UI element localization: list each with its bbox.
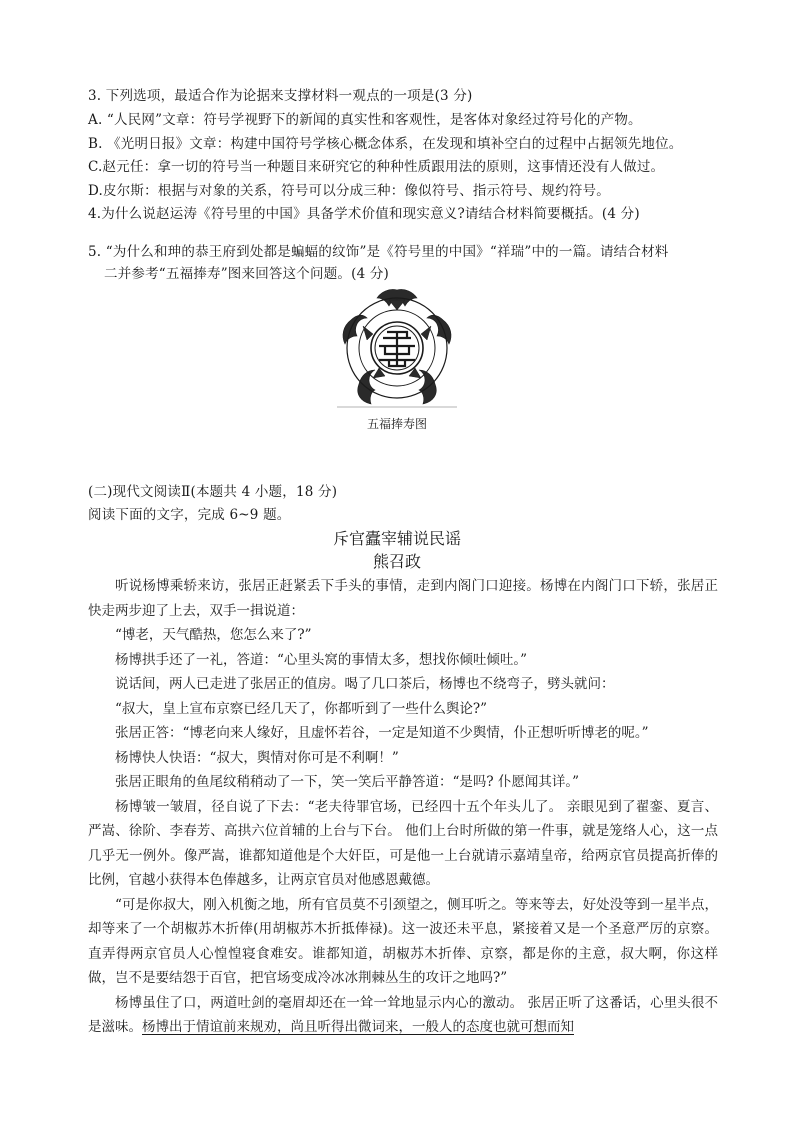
reading-instruction: 阅读下面的文字，完成 6~9 题。 [88,507,291,523]
question-3-option-a: A. “人民网”文章：符号学视野下的新闻的真实性和客观性，是客体对象经过符号化的产物。 [88,112,642,128]
article-author: 熊召政 [372,552,421,571]
question-4: 4.为什么说赵运涛《符号里的中国》具备学术价值和现实意义?请结合材料简要概括。(4 分) [88,206,640,222]
article-paragraph: 说话间，两人已走进了张居正的值房。喝了几口茶后，杨博也不绕弯子，劈头就问： [115,676,615,692]
article-paragraph: 张居正眼角的鱼尾纹稍稍动了一下，笑一笑后平静答道：“是吗? 仆愿闻其详。” [115,774,580,790]
article-paragraph: 杨博快人快语：“叔大，舆情对你可是不利啊！” [115,749,399,766]
article-title: 斥官蠹宰辅说民谣 [332,529,461,548]
question-3-stem: 3. 下列选项，最适合作为论据来支撑材料一观点的一项是(3 分) [88,88,473,104]
article-body [88,574,718,1040]
article-paragraph: “叔大，皇上宣布京察已经几天了，你都听到了一些什么舆论?” [115,700,488,717]
question-5-line-2: 二并参考“五福捧寿”图来回答这个问题。(4 分) [104,266,390,282]
question-3-option-d: D.皮尔斯：根据与对象的关系，符号可以分成三种：像似符号、指示符号、规约符号。 [88,183,610,199]
article-paragraph: 张居正答：“博老向来人缘好，且虚怀若谷，一定是知道不少舆情，仆正想听听博老的呢。” [115,725,649,741]
article-paragraph-last [88,991,718,1040]
article-paragraph: “博老，天气酷热，您怎么来了?” [115,627,312,643]
wufu-pengshou-figure [333,286,461,410]
article-paragraph: 听说杨博乘轿来访，张居正赶紧丢下手头的事情，走到内阁门口迎接。杨博在内阁门口下轿，张居正快走两步迎了上去，双手一揖说道： [88,578,718,619]
question-3-option-c: C.赵元任：拿一切的符号当一种题目来研究它的种种性质跟用法的原则，这事情还没有人做过。 [88,159,665,175]
article-paragraph-text: 杨博虽住了口，两道吐剑的毫眉却还在一耸一耸地显示内心的激动。 张居正听了这番话，心里头很不是滋味。 [88,994,718,1035]
shou-symbol-icon [379,332,415,366]
figure-caption: 五福捧寿图 [366,417,427,431]
question-5-line-1: 5. “为什么和珅的恭王府到处都是蝙蝠的纹饰”是《符号里的中国》“祥瑞”中的一篇。请结合材料 [88,244,669,260]
article-paragraph: 杨博皱一皱眉，径自说了下去：“老夫待罪官场，已经四十五个年头儿了。 亲眼见到了翟銮、夏言、严嵩、徐阶、李春芳、高拱六位首辅的上台与下台。 他们上台时所做的第一件事，就是笼络人心，这一点几乎无一例外。像严嵩，谁都知道他是个大奸臣，可是他一上台就请示嘉靖皇帝，给两京官员提高折俸的比例，官越小获得本色俸越多，让两京官员对他感恩戴德。 [88,798,718,888]
article-paragraph: “可是你叔大，刚入机衡之地，所有官员莫不引颈望之，侧耳听之。等来等去，好处没等到一星半点，却等来了一个胡椒苏木折俸(用胡椒苏木折抵俸禄)。这一波还未平息，紧接着又是一个圣意严厉的京察。直弄得两京官员人心惶惶寝食难安。谁都知道，胡椒苏木折俸、京察，都是你的主意，叔大啊，你这样做，岂不是要结怨于百官，把官场变成冷冰冰荆棘丛生的攻讦之地吗?” [88,896,718,986]
section-heading: (二)现代文阅读Ⅱ(本题共 4 小题，18 分) [88,484,338,500]
article-paragraph: 杨博拱手还了一礼，答道：“心里头窝的事情太多，想找你倾吐倾吐。” [115,651,528,668]
question-3-option-b: B. 《光明日报》文章：构建中国符号学核心概念体系，在发现和填补空白的过程中占据领先地位。 [88,136,683,152]
underlined-sentence: 杨博出于情谊前来规劝，尚且听得出微词来，一般人的态度也就可想而知 [142,1019,574,1035]
